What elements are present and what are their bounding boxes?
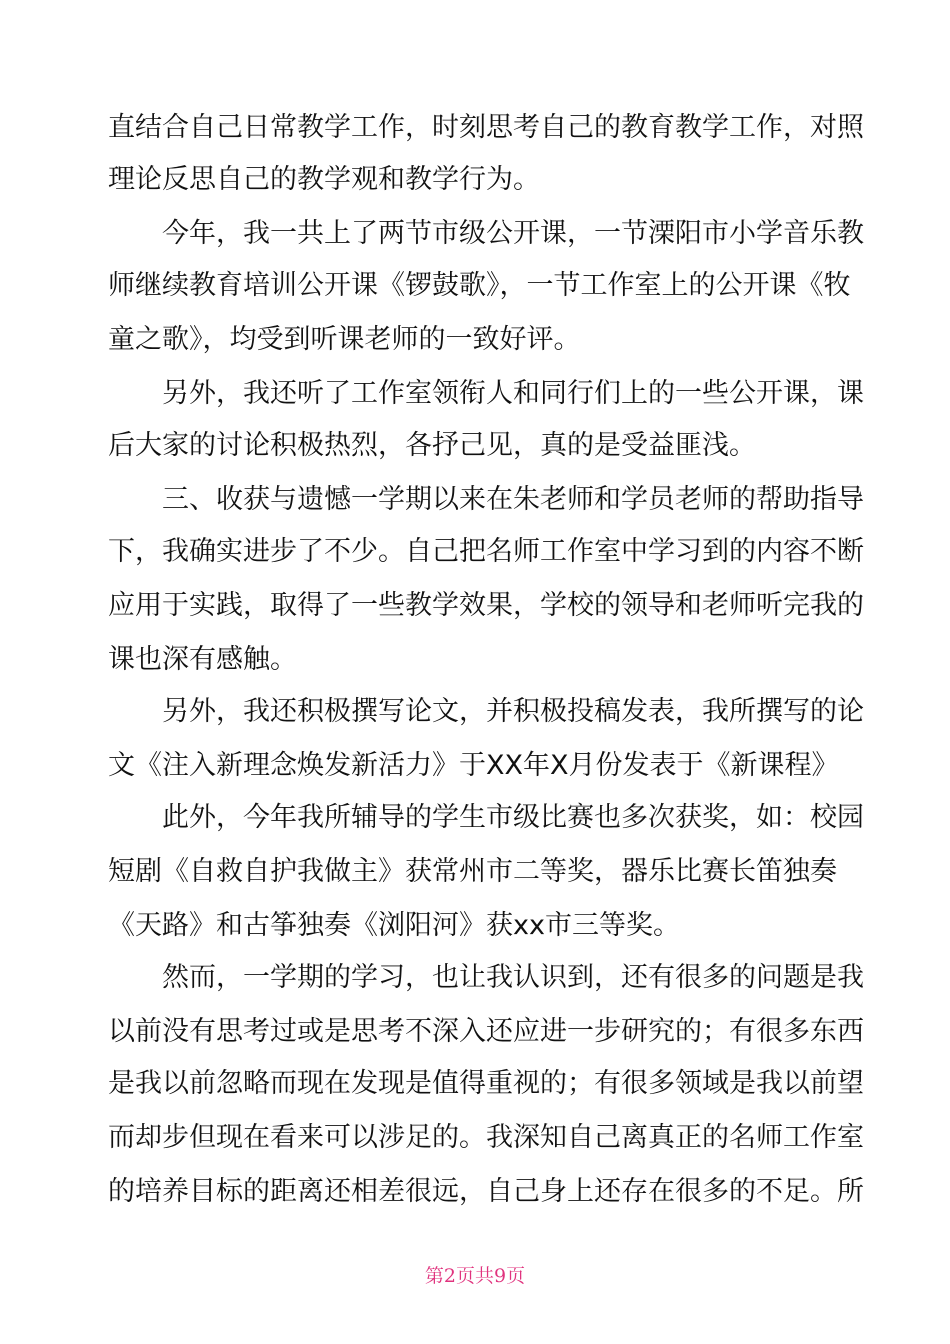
- page-number-footer: 第2页共9页: [424, 1265, 526, 1287]
- text-line: 童之歌》，均受到听课老师的一致好评。: [108, 324, 581, 355]
- text-line: 三、收获与遗憾一学期以来在朱老师和学员老师的帮助指导: [162, 484, 864, 515]
- text-line: 《天路》和古筝独奏《浏阳河》获xx市三等奖。: [108, 910, 680, 941]
- text-line: 另外，我还听了工作室领衔人和同行们上的一些公开课，课: [162, 378, 864, 409]
- text-line: 课也深有感触。: [108, 644, 297, 675]
- text-line: 理论反思自己的教学观和教学行为。: [108, 164, 540, 195]
- text-line: 然而，一学期的学习，也让我认识到，还有很多的问题是我: [162, 962, 864, 993]
- text-line: 以前没有思考过或是思考不深入还应进一步研究的；有很多东西: [108, 1016, 864, 1047]
- text-line: 直结合自己日常教学工作，时刻思考自己的教育教学工作，对照: [108, 112, 864, 143]
- text-line: 后大家的讨论积极热烈，各抒己见，真的是受益匪浅。: [108, 430, 756, 461]
- text-line: 应用于实践，取得了一些教学效果，学校的领导和老师听完我的: [108, 590, 864, 621]
- text-line: 下，我确实进步了不少。自己把名师工作室中学习到的内容不断: [108, 536, 864, 567]
- text-line: 是我以前忽略而现在发现是值得重视的；有很多领域是我以前望: [108, 1068, 864, 1099]
- text-line: 另外，我还积极撰写论文，并积极投稿发表，我所撰写的论: [162, 696, 864, 727]
- text-line: 此外，今年我所辅导的学生市级比赛也多次获奖，如：校园: [162, 802, 864, 833]
- text-line: 的培养目标的距离还相差很远，自己身上还存在很多的不足。所: [108, 1176, 864, 1207]
- text-line: 师继续教育培训公开课《锣鼓歌》，一节工作室上的公开课《牧: [108, 270, 851, 301]
- text-line: 今年，我一共上了两节市级公开课，一节溧阳市小学音乐教: [162, 218, 864, 249]
- text-line: 文《注入新理念焕发新活力》于XX年X月份发表于《新课程》: [108, 750, 839, 781]
- text-line: 而却步但现在看来可以涉足的。我深知自己离真正的名师工作室: [108, 1122, 864, 1153]
- text-line: 短剧《自救自护我做主》获常州市二等奖，器乐比赛长笛独奏: [108, 856, 837, 887]
